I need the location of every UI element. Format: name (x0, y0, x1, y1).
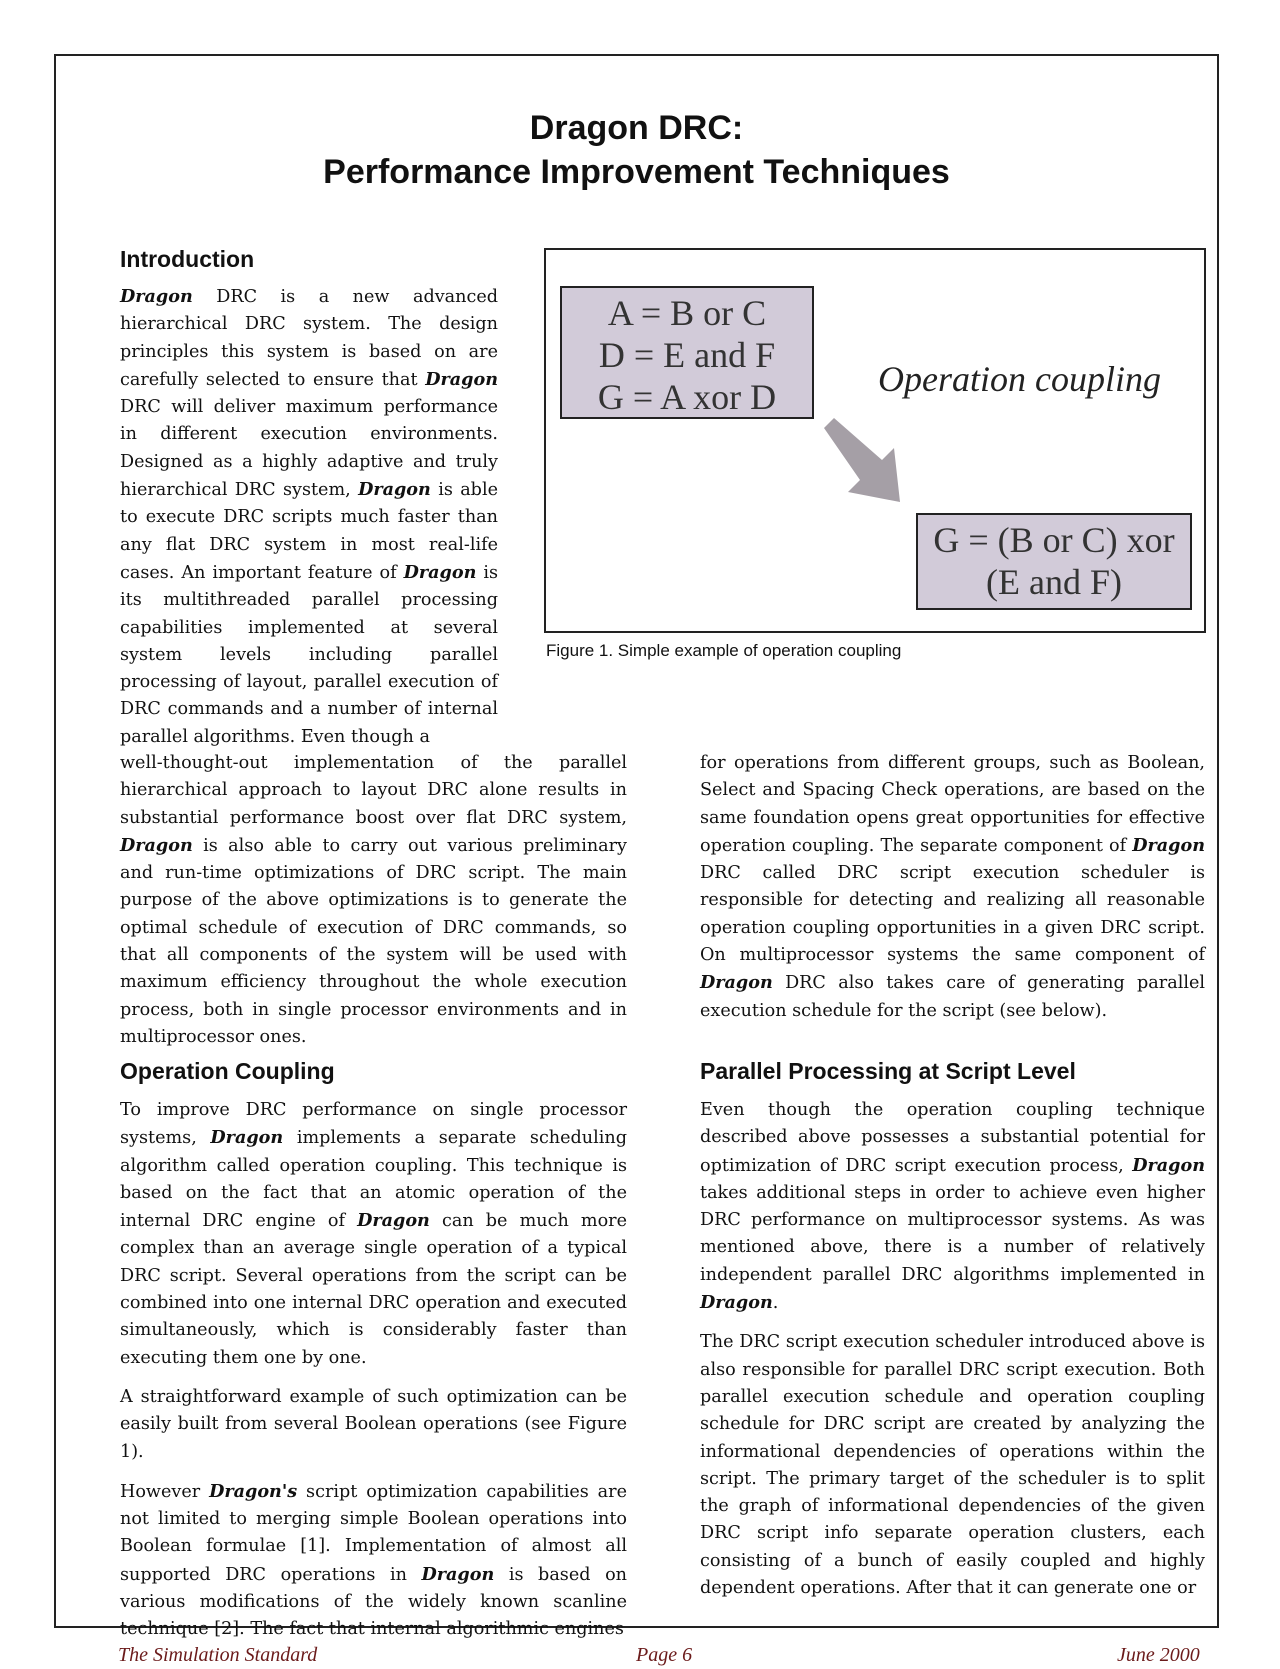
operation-coupling-label: Operation coupling (878, 359, 1161, 399)
footer-date: June 2000 (1117, 1644, 1200, 1666)
right-column-top: for operations from different groups, such as Boolean, Select and Spacing Check operations, are based on the same foundation opens great opportunities for effective operation coupling. The separate component of Dragon DRC called DRC script execution scheduler is responsible for detecting and realizing all reasonable operation coupling opportunities in a given DRC script. On multiprocessor systems the same component of Dragon DRC also takes care of generating parallel execution schedule for the script (see below). (700, 753, 1205, 1021)
operation-coupling-heading: Operation Coupling (120, 1058, 335, 1084)
introduction-heading: Introduction (120, 246, 255, 272)
figure-1 (544, 248, 1206, 633)
parallel-processing-heading: Parallel Processing at Script Level (700, 1058, 1076, 1084)
footer-page-number: Page 6 (636, 1644, 693, 1666)
coupled-result-box: G = (B or C) xor (E and F) (916, 513, 1192, 610)
intro-paragraph-top: Dragon DRC is a new advanced hierarchical DRC system. The design principles this system is based on are carefully selected to ensure that Dragon DRC will deliver maximum performance in different execution environments. Designed as a highly adaptive and truly hierarchical DRC system, Dragon is able to execute DRC scripts much faster than any flat DRC system in most real-life cases. An important feature of Dragon is its multithreaded parallel processing capabilities implemented at several system levels including parallel processing of layout, parallel execution of DRC commands and a number of internal parallel algorithms. Even though a (120, 286, 499, 747)
equations-box: A = B or C D = E and F G = A xor D (560, 286, 814, 419)
coupling-arrow-icon (814, 410, 924, 510)
title-line-2: Performance Improvement Techniques (323, 153, 950, 191)
footer-publication: The Simulation Standard (118, 1644, 318, 1666)
title-line-1: Dragon DRC: (529, 109, 744, 147)
figure-caption: Figure 1. Simple example of operation coupling (546, 641, 902, 660)
page-title (54, 106, 1219, 194)
parallel-processing-text: Even though the operation coupling technique described above possesses a substantial potential for optimization of DRC script execution process, Dragon takes additional steps in order to achieve even higher DRC performance on multiprocessor systems. As was mentioned above, there is a number of relatively independent parallel DRC algorithms implemented in Dragon. The DRC script execution scheduler introduced above is also responsible for parallel DRC script execution. Both parallel execution schedule and operation coupling schedule for DRC script are created by analyzing the informational dependencies of operations within the script. The primary target of the scheduler is to split the graph of informational dependencies of the given DRC script info separate operation clusters, each consisting of a bunch of easily coupled and highly dependent operations. After that it can generate one or (700, 1100, 1205, 1599)
intro-paragraph-bottom: well-thought-out implementation of the parallel hierarchical approach to layout DRC alone results in substantial performance boost over flat DRC system, Dragon is also able to carry out various preliminary and run-time optimizations of DRC script. The main purpose of the above optimizations is to generate the optimal schedule of execution of DRC commands, so that all components of the system will be used with maximum efficiency throughout the whole execution process, both in single processor environments and in multiprocessor ones. (120, 753, 627, 1047)
operation-coupling-text: To improve DRC performance on single processor systems, Dragon implements a separate scheduling algorithm called operation coupling. This technique is based on the fact that an atomic operation of the internal DRC engine of Dragon can be much more complex than an average single operation of a typical DRC script. Several operations from the script can be combined into one internal DRC operation and executed simultaneously, which is considerably faster than executing them one by one. A straightforward example of such optimization can be easily built from several Boolean operations (see Figure 1). However Dragon's script optimization capabilities are not limited to merging simple Boolean operations into Boolean formulae [1]. Implementation of almost all supported DRC operations in Dragon is based on various modifications of the widely known scanline technique [2]. The fact that internal algorithmic engines (120, 1100, 628, 1640)
